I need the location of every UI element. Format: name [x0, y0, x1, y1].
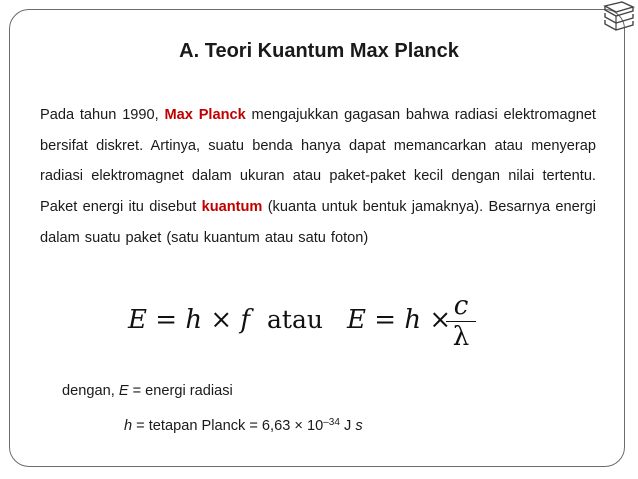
definition-h	[124, 417, 363, 434]
symbol-e: E	[128, 305, 147, 335]
book-stack-icon	[602, 0, 636, 32]
definition-e-text: = energi radiasi	[128, 383, 233, 399]
para-text-1: Pada tahun 1990,	[40, 107, 165, 123]
definition-h-exponent: –34	[323, 417, 340, 428]
formula-energy-wavelength	[347, 305, 451, 335]
max-planck-highlight: Max Planck	[164, 107, 246, 123]
symbol-e-2: E	[347, 305, 366, 335]
definition-e-symbol: E	[118, 383, 129, 399]
intro-paragraph	[40, 100, 596, 254]
definition-h-unit: J	[339, 418, 356, 434]
para-text-2: mengajukkan gagasan bahwa radiasi elektromagnet bersifat diskret. Artinya, suatu benda hanya dapat memancarkan atau menyerap radiasi elektromagnet dalam ukuran atau paket-paket kecil dengan nilai tertentu. Paket energi itu disebut	[40, 107, 596, 216]
para-text-3: (kuanta untuk bentuk jamaknya). Besarnya energi dalam suatu paket (satu kuantum atau satu foton)	[40, 199, 596, 246]
definition-h-symbol: h	[124, 418, 133, 434]
times-sign: ×	[202, 305, 241, 335]
equals-sign-2: =	[365, 305, 405, 335]
symbol-h: h	[185, 305, 203, 335]
definition-h-unit-s: s	[355, 418, 363, 434]
slide-title: A. Teori Kuantum Max Planck	[179, 40, 459, 62]
planck-formula	[128, 292, 488, 352]
formula-energy-frequency	[128, 305, 250, 335]
times-sign-2: ×	[421, 305, 452, 335]
equals-sign: =	[146, 305, 186, 335]
definition-prefix: dengan,	[62, 383, 119, 399]
symbol-h-2: h	[404, 305, 422, 335]
kuantum-highlight: kuantum	[201, 199, 263, 216]
symbol-f: f	[240, 305, 251, 335]
fraction-denominator: λ	[452, 322, 470, 352]
fraction-c-over-lambda	[446, 292, 476, 351]
definition-e	[62, 383, 233, 399]
formula-atau: atau	[267, 305, 323, 334]
definition-h-text: = tetapan Planck = 6,63 × 10	[132, 418, 324, 434]
fraction-numerator: c	[453, 291, 469, 321]
